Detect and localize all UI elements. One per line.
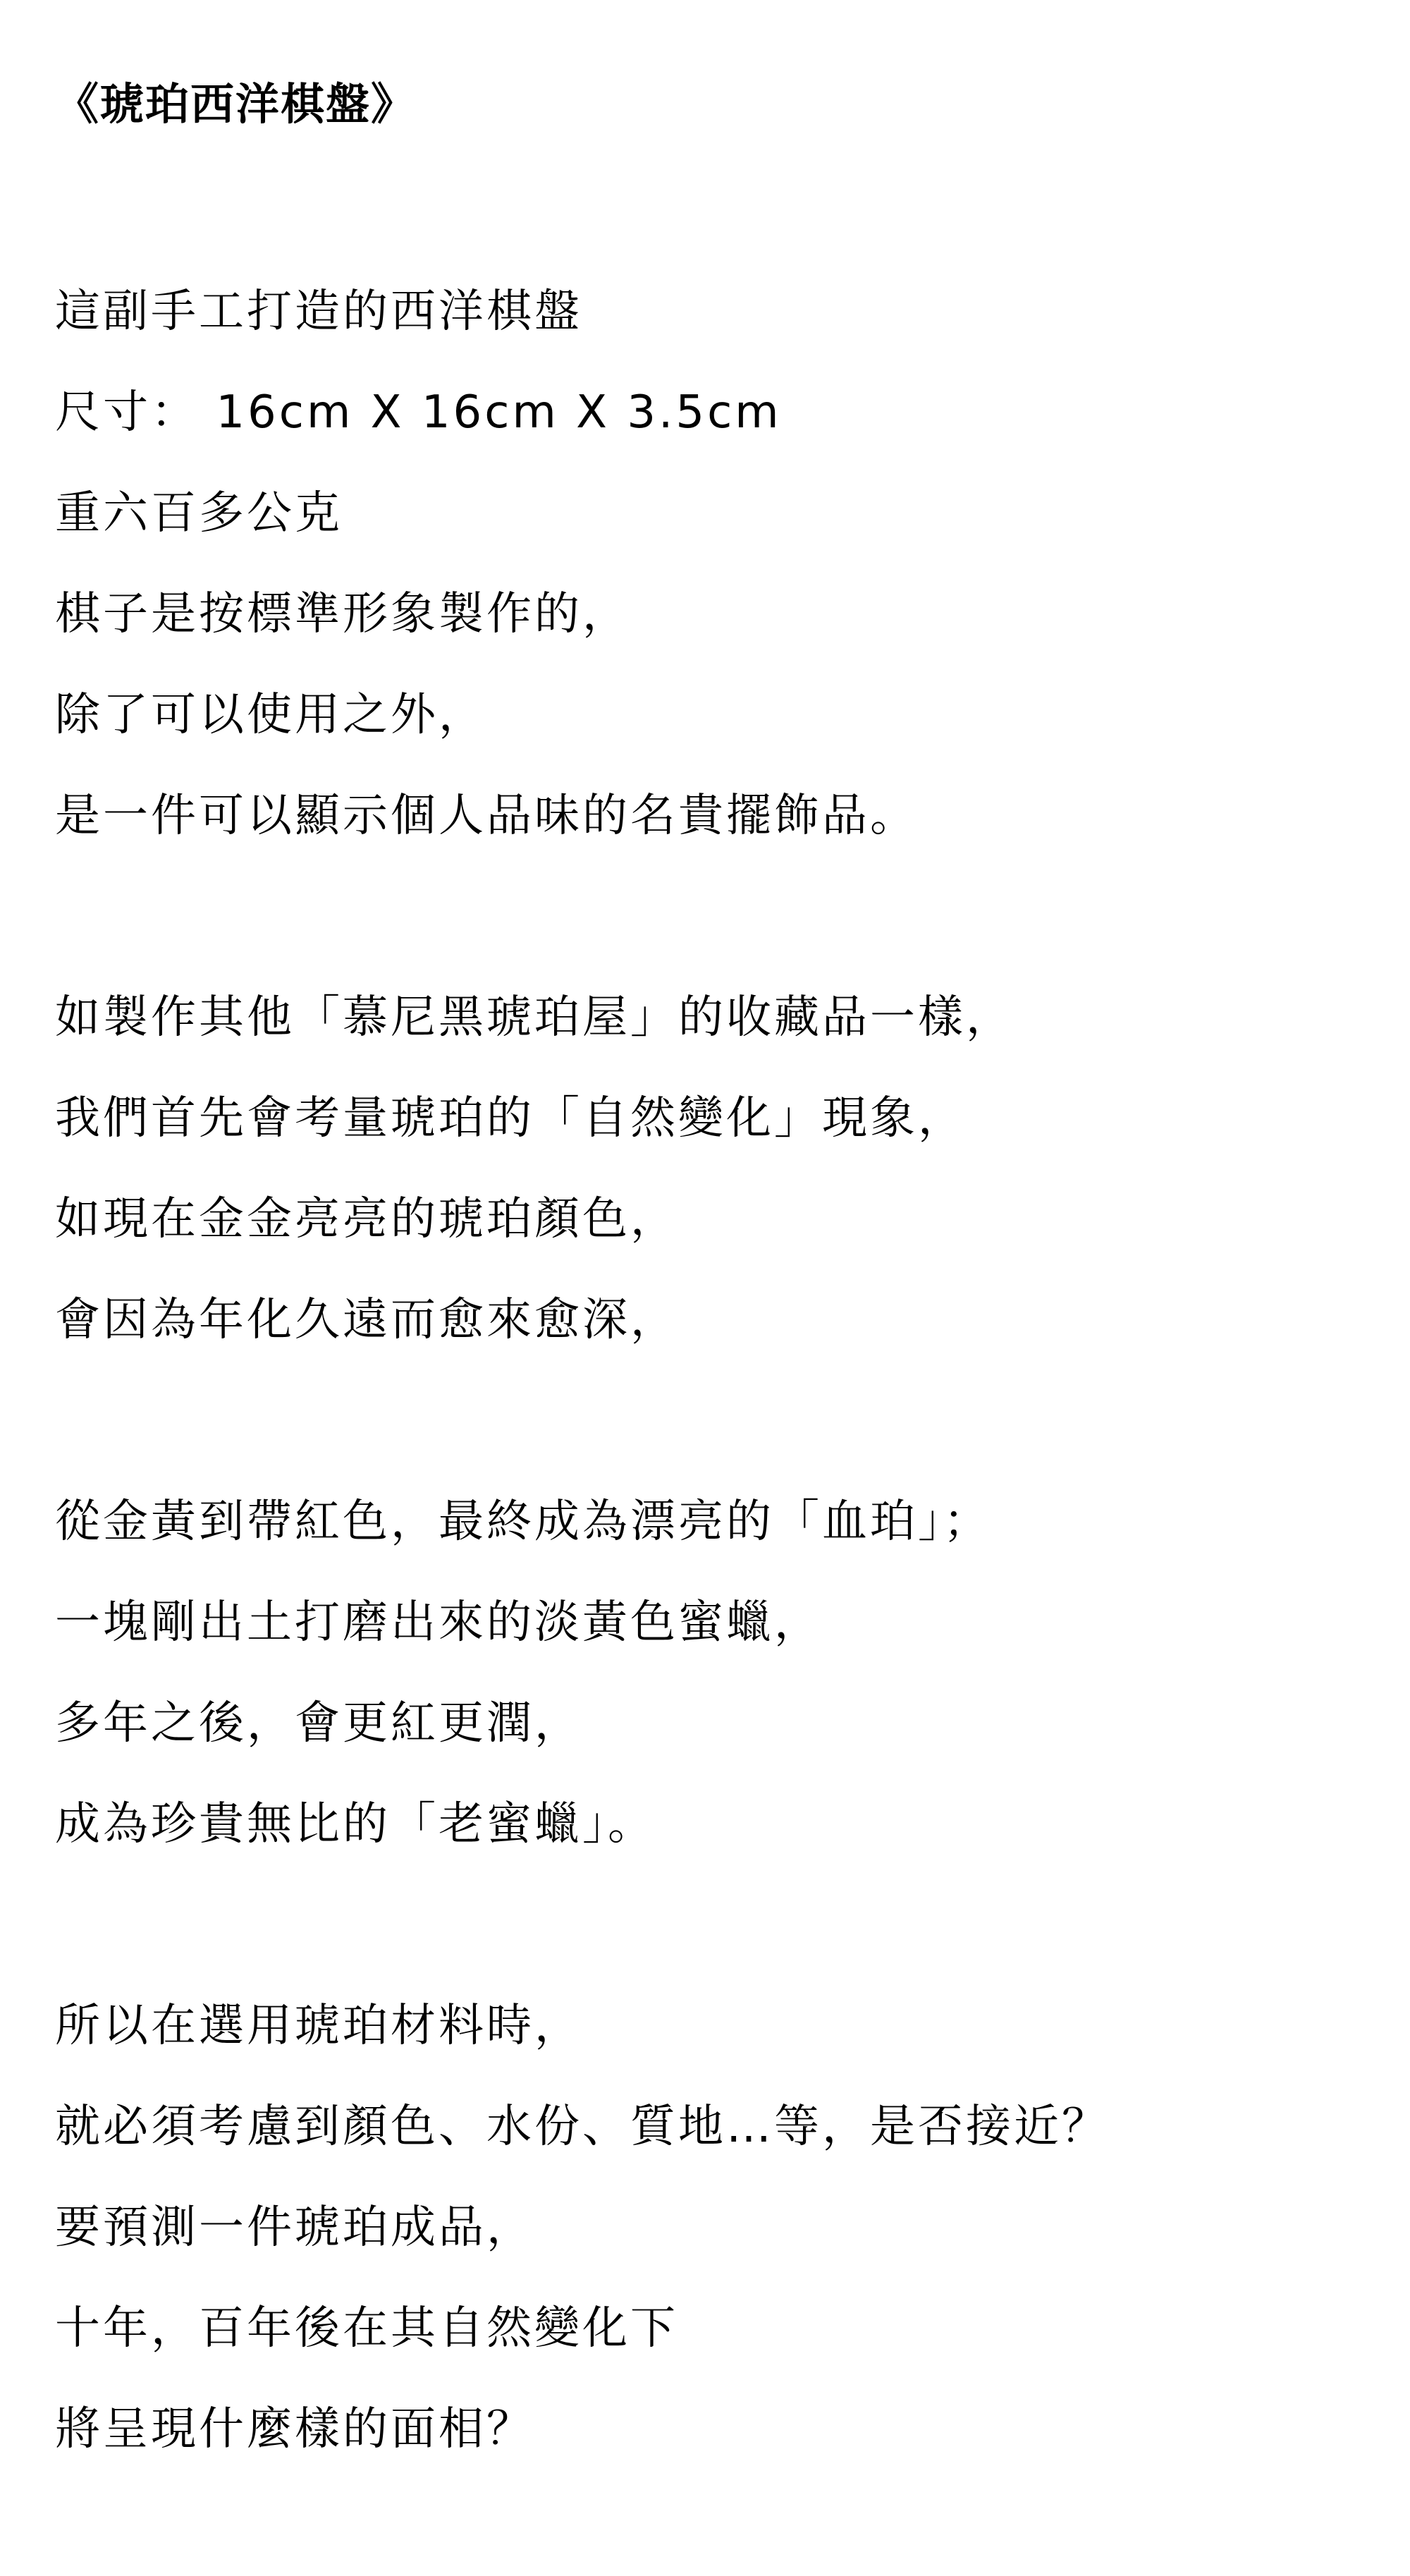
text-line: 尺寸： 16cm X 16cm X 3.5cm (55, 386, 782, 439)
text-line: 成為珍貴無比的「老蜜蠟」。 (55, 1798, 656, 1850)
text-line: 如製作其他「慕尼黑琥珀屋」的收藏品一樣， (55, 991, 1014, 1044)
paragraph-2 (55, 967, 1394, 1371)
text-line: 十年，百年後在其自然變化下 (55, 2302, 678, 2355)
paragraph-4 (55, 1976, 1394, 2480)
text-line: 一塊剛出土打磨出來的淡黃色蜜蠟， (55, 1597, 822, 1649)
text-line: 會因為年化久遠而愈來愈深， (55, 1294, 678, 1346)
text-line: 我們首先會考量琥珀的「自然變化」現象， (55, 1092, 966, 1144)
text-line: 是一件可以顯示個人品味的名貴擺飾品。 (55, 790, 918, 842)
text-line: 這副手工打造的西洋棋盤 (55, 286, 582, 338)
text-line: 要預測一件琥珀成品， (55, 2202, 534, 2254)
text-line: 棋子是按標準形象製作的， (55, 588, 630, 640)
document-title: 《琥珀西洋棋盤》 (55, 78, 417, 130)
text-line: 除了可以使用之外， (55, 689, 486, 741)
text-line: 從金黃到帶紅色，最終成為漂亮的「血珀」； (55, 1496, 991, 1548)
text-line: 多年之後，會更紅更潤， (55, 1697, 582, 1750)
text-line: 如現在金金亮亮的琥珀顏色， (55, 1193, 678, 1245)
text-line: 將呈現什麼樣的面相？ (55, 2403, 534, 2455)
text-line: 重六百多公克 (55, 487, 343, 539)
paragraph-1 (55, 262, 1394, 867)
paragraph-3 (55, 1472, 1394, 1875)
text-line: 所以在選用琥珀材料時， (55, 2000, 582, 2052)
text-line: 就必須考慮到顏色、水份、質地…等，是否接近？ (55, 2101, 1110, 2153)
document (55, 76, 1394, 2480)
